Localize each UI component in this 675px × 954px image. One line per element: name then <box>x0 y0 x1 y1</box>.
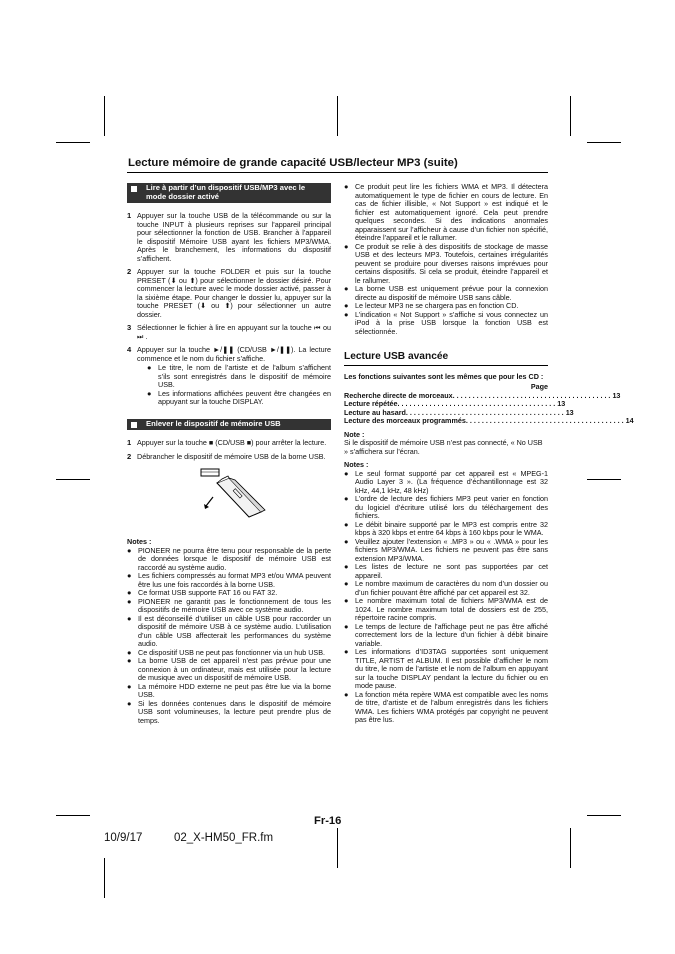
section-heading-text: Enlever le dispositif de mémoire USB <box>146 418 281 428</box>
toc-page: 14 <box>625 416 634 425</box>
right-column <box>344 182 634 725</box>
crop-mark <box>587 142 621 143</box>
page-number: Fr-16 <box>314 815 342 827</box>
crop-mark <box>104 858 105 898</box>
section-heading-text: Lire à partir d’un dispositif USB/MP3 avec le mode dossier activé <box>146 183 306 201</box>
crop-mark <box>337 96 338 136</box>
toc-leader: . . . . . . . . . . . . . . . . . . . . . . . . . . . . . . . . . . . . . . . . <box>452 390 611 400</box>
step-text: Appuyer sur la touche FOLDER et puis sur la touche PRESET (⬇ ou ⬆) pour sélectionner le dossier désiré. Pour commencer la lecture avec le mode dossier activé, passer à la sixième étape. Pour changer le dossier lu, appuyer sur la touche PRESET (⬇ ou ⬆) pour sélectionner un autre dossier. <box>137 267 331 319</box>
crop-mark <box>570 96 571 136</box>
toc-label: Lecture au hasard <box>344 407 406 417</box>
step-bullet-list <box>137 364 331 407</box>
footer-filename: 02_X-HM50_FR.fm <box>174 832 274 844</box>
crop-mark <box>587 479 621 480</box>
step-item <box>127 212 331 263</box>
footer-date: 10/9/17 <box>104 832 143 844</box>
crop-mark <box>56 142 90 143</box>
page-title: Lecture mémoire de grande capacité USB/lecteur MP3 (suite) <box>128 157 458 169</box>
note-item: ● Les fichiers compressés au format MP3 et/ou WMA peuvent être lus une fois raccordés à la borne USB. <box>127 572 331 589</box>
crop-mark <box>56 479 90 480</box>
section-heading-usb-folder <box>127 183 331 203</box>
note-item: ● Veuillez ajouter l’extension « .MP3 » ou « .WMA » pour les fichiers MP3/WMA. Les fichiers ne peuvent pas être sans extension MP3/WMA. <box>344 538 548 564</box>
step-item <box>127 324 331 341</box>
step-item <box>127 439 331 448</box>
step-item <box>127 346 331 407</box>
step-number: 2 <box>127 267 132 277</box>
note-item: ● PIONEER ne pourra être tenu pour responsable de la perte de données lorsque le dispositif de mémoire USB est raccordé au système audio. <box>127 547 331 573</box>
bullet-item: ● Ce produit peut lire les fichiers WMA et MP3. Il détectera automatiquement le type de fichier en cours de lecture. En cas de fichier illisible, « Not Support » est indiqué et le fichier est automatiquement ignoré. Cela peut prendre quelques secondes. Si des indications anormales apparaissent sur l’afficheur à cause d’un fichier non spécifié, éteindre l’appareil et le rallumer. <box>344 183 548 243</box>
step-item <box>127 268 331 319</box>
note-item: ● Ce format USB supporte FAT 16 ou FAT 32. <box>127 589 331 598</box>
note-item: ● PIONEER ne garantit pas le fonctionnement de tous les dispositifs de mémoire USB avec ce système audio. <box>127 598 331 615</box>
note-item: ● L’ordre de lecture des fichiers MP3 peut varier en fonction du logiciel d’écriture utilisé lors du téléchargement des fichiers. <box>344 495 548 521</box>
left-column <box>127 183 331 725</box>
step-number: 4 <box>127 345 132 355</box>
toc-row <box>344 416 634 426</box>
toc-leader: . . . . . . . . . . . . . . . . . . . . . . . . . . . . . . . . . . . . . . . . <box>397 399 556 408</box>
note-item: ● Le temps de lecture de l’affichage peut ne pas être affiché correctement lors de la lecture d’un fichier à débit binaire variable. <box>344 623 548 649</box>
crop-mark <box>587 815 621 816</box>
crop-mark <box>570 828 571 868</box>
toc-page: 13 <box>612 390 621 400</box>
toc-label: Lecture des morceaux programmés <box>344 416 466 425</box>
notes-label: Notes : <box>127 537 152 547</box>
bullet-item: ● Le titre, le nom de l’artiste et de l’album s’affichent s’ils sont enregistrés dans le dispositif de mémoire USB. <box>147 364 331 390</box>
section-title: Lecture USB avancée <box>344 353 548 366</box>
intro-text: Les fonctions suivantes sont les mêmes que pour les CD : <box>344 371 544 381</box>
toc-page: 13 <box>557 399 566 408</box>
page-column-label: Page <box>530 382 548 391</box>
note-text: Si le dispositif de mémoire USB n’est pas connecté, « No USB » s’affichera sur l’écran. <box>344 438 543 456</box>
step-number: 2 <box>127 451 132 461</box>
usb-removal-illustration <box>127 466 331 530</box>
notes-label: Notes : <box>344 460 369 469</box>
bullet-item: ● Les informations affichées peuvent être changées en appuyant sur la touche DISPLAY. <box>147 390 331 407</box>
step-text: Sélectionner le fichier à lire en appuyant sur la touche ⏮ ou ⏭ . <box>137 323 331 341</box>
title-rule <box>127 172 548 173</box>
crop-mark <box>56 815 90 816</box>
note-item: ● Il est déconseillé d’utiliser un câble USB pour raccorder un dispositif de mémoire USB à ce système audio. L’utilisation d’un câble USB affecterait les performances du système audio. <box>127 615 331 649</box>
step-item <box>127 453 331 462</box>
note-item: ● Les informations d’ID3TAG supportées sont uniquement TITLE, ARTIST et ALBUM. Il est possible d’afficher le nom du titre, le nom de l’artiste et le nom de l’album en appuyant sur la touche DISPLAY pendant la lecture du fichier ou en mode pause. <box>344 648 548 691</box>
section-heading-remove-usb <box>127 419 331 431</box>
note-item: ● Le nombre maximum de caractères du nom d’un dossier ou d’un fichier pouvant être affiché par cet appareil est 32. <box>344 580 548 597</box>
bullet-item: ● Ce produit se relie à des dispositifs de stockage de masse USB et des lecteurs MP3. Toutefois, certaines irrégularités peuvent se produire pour diverses raisons imprévues pour certains dispositifs. Si cela se produit, éteindre l’appareil et le rallumer. <box>344 243 548 286</box>
toc-page: 13 <box>565 407 574 417</box>
crop-mark <box>337 828 338 868</box>
bullet-item: ● L’indication « Not Support » s’affiche si vous connectez un iPod à la prise USB lorsque la fonction USB est sélectionnée. <box>344 311 548 337</box>
toc-label: Lecture répétée <box>344 399 398 408</box>
note-item: ● Le nombre maximum total de fichiers MP3/WMA est de 1024. Le nombre maximum total de dossiers est de 255, répertoire racine compris. <box>344 597 548 623</box>
square-bullet-icon <box>131 186 137 192</box>
toc-label: Recherche directe de morceaux <box>344 390 453 400</box>
note-item: ● La mémoire HDD externe ne peut pas être lue via la borne USB. <box>127 683 331 700</box>
bullet-item: ● La borne USB est uniquement prévue pour la connexion directe au dispositif de mémoire USB sans câble. <box>344 285 548 302</box>
note-item: ● Le débit binaire supporté par le MP3 est compris entre 32 kbps à 320 kbps et entre 64 kbps à 160 kbps pour le WMA. <box>344 521 548 538</box>
note-item: ● Le seul format supporté par cet appareil est « MPEG-1 Audio Layer 3 ». (La fréquence d’échantillonnage est 32 kHz, 44,1 kHz, 48 kHz) <box>344 470 548 496</box>
note-item: ● Si les données contenues dans le dispositif de mémoire USB sont volumineuses, la lecture peut prendre plus de temps. <box>127 700 331 726</box>
square-bullet-icon <box>131 422 137 428</box>
step-text: Appuyer sur la touche ►/❚❚ (CD/USB ►/❚❚). La lecture commence et le nom du fichier s’affiche. <box>137 345 331 363</box>
toc-leader: . . . . . . . . . . . . . . . . . . . . . . . . . . . . . . . . . . . . . . . . <box>405 407 564 417</box>
step-number: 1 <box>127 438 132 448</box>
step-number: 1 <box>127 211 132 221</box>
crop-mark <box>104 96 105 136</box>
step-text: Appuyer sur la touche ■ (CD/USB ■) pour arrêter la lecture. <box>137 438 327 448</box>
step-text: Débrancher le dispositif de mémoire USB de la borne USB. <box>137 451 326 461</box>
step-text: Appuyer sur la touche USB de la télécommande ou sur la touche INPUT à plusieurs reprises sur l’appareil principal pour sélectionner la fonction de USB. Brancher à l’appareil le dispositif Mémoire USB ayant les fichiers MP3/WMA. Après le branchement, les informations du dispositif s’affichent. <box>137 211 331 263</box>
note-item: ● Les listes de lecture ne sont pas supportées par cet appareil. <box>344 563 548 580</box>
usb-stick-icon <box>197 466 277 530</box>
note-item: ● La fonction méta repère WMA est compatible avec les noms de titre, d’artiste et de l’album enregistrés dans les fichiers WMA. Les fichiers WMA protégés par copyright ne peuvent pas être lus. <box>344 691 548 725</box>
note-item: ● La borne USB de cet appareil n’est pas prévue pour une connexion à un ordinateur, mais est utilisée pour la lecture de musique avec un dispositif de mémoire USB. <box>127 657 331 683</box>
toc-leader: . . . . . . . . . . . . . . . . . . . . . . . . . . . . . . . . . . . . . . . . <box>465 416 624 425</box>
bullet-item: ● Le lecteur MP3 ne se chargera pas en fonction CD. <box>344 302 548 311</box>
note-item: ● Ce dispositif USB ne peut pas fonctionner via un hub USB. <box>127 649 331 658</box>
note-label: Note : <box>344 429 365 439</box>
step-number: 3 <box>127 323 132 333</box>
